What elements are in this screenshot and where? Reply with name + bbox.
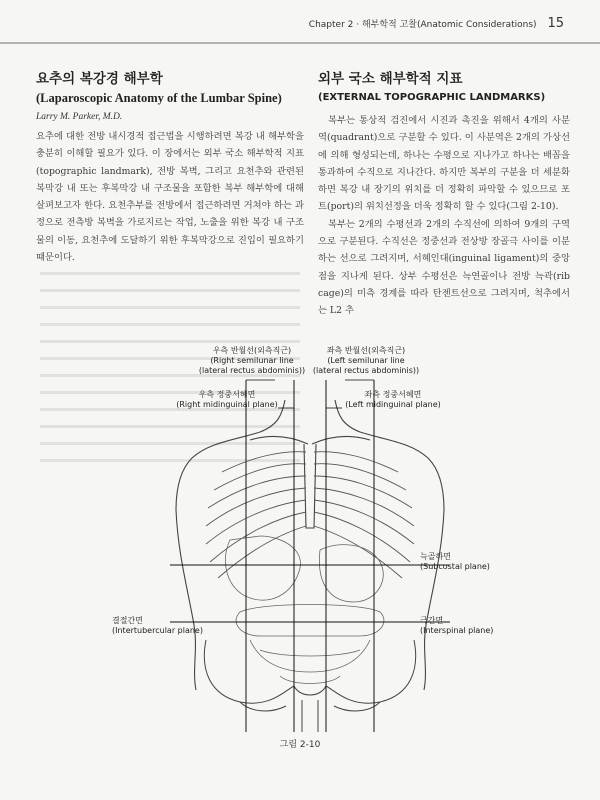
chapter-title: · 해부학적 고찰(Anatomic Considerations) <box>356 20 537 30</box>
section-title-english: (Laparoscopic Anatomy of the Lumbar Spine) <box>36 91 282 105</box>
figure-caption: 그림 2-10 <box>279 740 321 750</box>
header-text <box>309 16 564 31</box>
label-subcostal-plane: 늑골하면 (Subcostal plane) <box>420 552 490 571</box>
landmarks-paragraph-2: 복부는 2개의 수평선과 2개의 수직선에 의하여 9개의 구역으로 구분된다. 수직선은 정중선과 전상방 장골극 사이를 이분하는 선으로 그려지며, 서혜인대(inguinal ligament)의 중앙점을 지나게 된다. 상부 수평선은 늑연골이나 전방 늑곽(rib cage)의 미측 경계를 따라 탄젠트선으로 그려지며, 척추에서는 L2 추 <box>318 218 570 317</box>
running-header <box>0 10 600 40</box>
label-right-semilunar: 우측 반월선(외측직근) (Right semilunar line (lateral rectus abdominis)) <box>198 346 306 375</box>
left-column <box>36 70 304 266</box>
right-column <box>318 70 570 320</box>
label-left-semilunar: 좌측 반월선(외측직근) (Left semilunar line (lateral rectus abdominis)) <box>312 346 420 375</box>
chapter-label: Chapter 2 <box>308 20 354 30</box>
torso-landmarks-figure <box>110 340 510 732</box>
label-interspinal-plane: 극간면 (Interspinal plane) <box>420 616 494 635</box>
subsection-title-korean: 외부 국소 해부학적 지표 <box>318 71 463 87</box>
label-right-midinguinal: 우측 정중서혜면 (Right midinguinal plane) <box>176 390 278 409</box>
section-title-korean: 요추의 복강경 해부학 <box>36 71 163 87</box>
label-intertubercular-plane: 결절간면 (Intertubercular plane) <box>112 616 203 635</box>
page-number: 15 <box>547 16 564 31</box>
header-rule <box>0 42 600 44</box>
intro-paragraph: 요추에 대한 전방 내시경적 접근법을 시행하려면 복강 내 해부학을 충분히 이해할 필요가 있다. 이 장에서는 외부 국소 해부학적 지표(topographic landmark), 전방 복벽, 그리고 요천추와 관련된 복막강 내 또는 후복막강 내 구조물을 포함한 복부 해부학에 대해 살펴보고자 한다. 요천추부를 전방에서 접근하려면 거쳐야 하는 과정으로 전측방 복벽을 가로지르는 작업, 노출을 위한 복강 내 구조물의 이동, 요천추에 도달하기 위한 후복막강으로 진입이 필요하기 때문이다. <box>36 131 304 264</box>
subsection-title-english: (EXTERNAL TOPOGRAPHIC LANDMARKS) <box>318 92 546 103</box>
label-left-midinguinal: 좌측 정중서혜면 (Left midinguinal plane) <box>345 390 441 409</box>
landmarks-paragraph-1: 복부는 통상적 검진에서 시진과 촉진을 위해서 4개의 사분역(quadrant)으로 구분할 수 있다. 이 사분역은 2개의 가상선에 의해 형성되는데, 하나는 수평으로 지나가고 하나는 배꼽을 통과하여 수직으로 지나간다. 하지만 복부의 구분을 더 세분화하면 복강 내 장기의 위치를 더 정확히 파악할 수 있으므로 포트(port)의 위치선정을 더욱 정확히 할 수 있다(그림 2-10). <box>318 115 570 213</box>
author-line: Larry M. Parker, M.D. <box>36 112 123 122</box>
